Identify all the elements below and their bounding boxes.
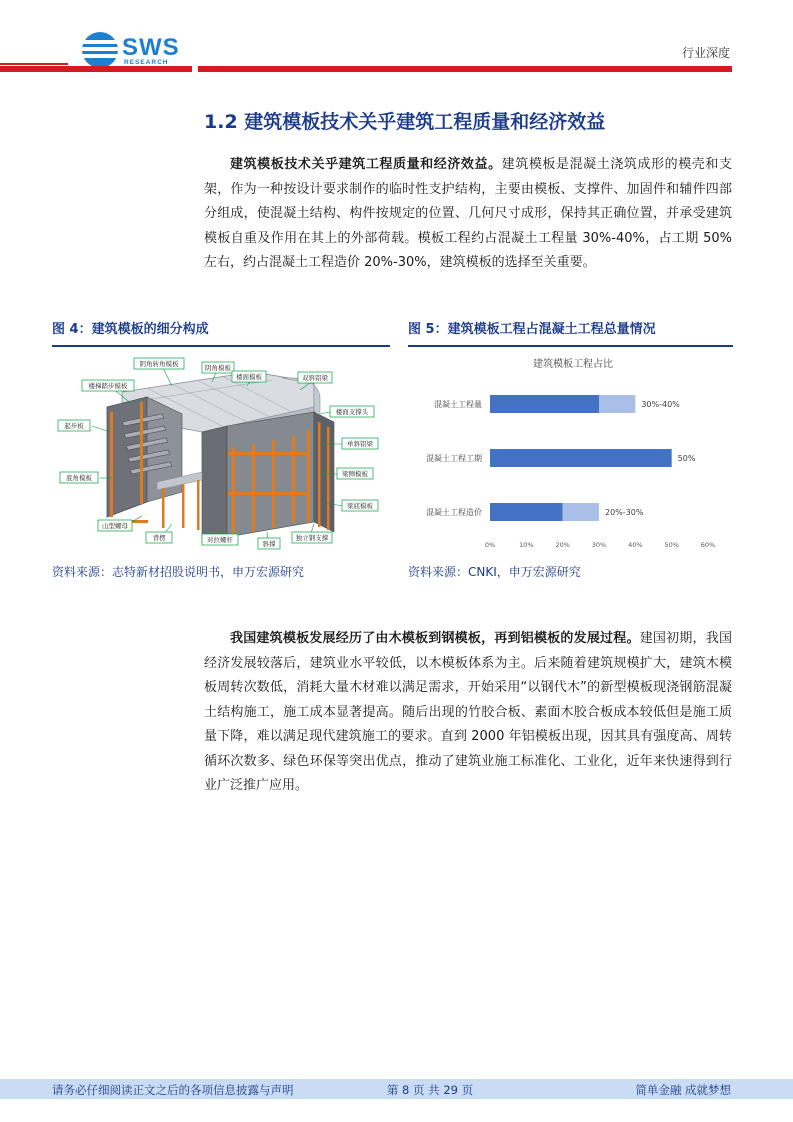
x-tick-label: 20% <box>555 541 570 549</box>
footer-slogan: 简单金融 成就梦想 <box>635 1083 731 1097</box>
figure-5-rule <box>408 345 733 347</box>
logo-subtext: RESEARCH <box>124 59 169 66</box>
formwork-diagram <box>52 352 390 552</box>
chart-title: 建筑模板工程占比 <box>533 359 613 370</box>
bar-segment <box>490 503 563 521</box>
x-tick-label: 10% <box>519 541 534 549</box>
data-label: 50% <box>677 454 696 463</box>
logo-globe-icon <box>82 32 118 68</box>
label-floor-form: 楼面模板 <box>236 373 262 381</box>
figure-4-illustration <box>52 352 390 552</box>
label-steel-prop: 独立钢支撑 <box>295 534 329 542</box>
page-footer <box>0 1079 793 1099</box>
bar-segment <box>490 449 672 467</box>
bar-segment <box>490 395 599 413</box>
logo-text: SWS <box>122 34 180 61</box>
label-inner-corner-turn: 阴角转角模板 <box>139 360 179 368</box>
figure-5-title: 图 5：建筑模板工程占混凝土工程总量情况 <box>408 322 656 337</box>
header-rule-thin <box>0 63 68 65</box>
figure-4-rule <box>52 345 390 347</box>
paragraph-2 <box>204 627 732 799</box>
label-bottom-corner: 底角模板 <box>66 474 92 482</box>
footer-page-number: 第 8 页 共 29 页 <box>386 1083 474 1097</box>
section-title: 1.2 建筑模板技术关乎建筑工程质量和经济效益 <box>204 111 606 133</box>
category-label: 混凝土工程造价 <box>426 508 482 517</box>
label-inner-corner: 阴角模板 <box>205 364 231 372</box>
paragraph-1-lead: 建筑模板技术关乎建筑工程质量和经济效益。 <box>230 157 502 172</box>
label-tie-rod: 对拉螺杆 <box>207 536 233 544</box>
paragraph-1-body: 建筑模板是混凝土浇筑成形的模壳和支架，作为一种按设计要求制作的临时性支护结构，主要由模板、支撑件、加固件和辅件四部分组成，使混凝土结构、构件按规定的位置、几何尺寸成形，保持其正确位置，并承受建筑模板自重及作用在其上的外部荷载。模板工程约占混凝土工程量 30%-40%，占工期 50%左右，约占混凝土工程造价 20%-30%，建筑模板的选择至关重要。 <box>204 157 732 270</box>
figure-4-source: 资料来源：志特新材招股说明书，申万宏源研究 <box>52 565 305 579</box>
label-back-rib: 背楞 <box>152 534 166 542</box>
data-label: 20%-30% <box>605 508 644 517</box>
bar-segment <box>599 395 635 413</box>
page-header <box>0 0 793 80</box>
footer-disclaimer: 请务必仔细阅读正文之后的各项信息披露与声明 <box>52 1083 294 1097</box>
label-beam-bottom: 梁底模板 <box>347 502 373 510</box>
label-floor-support-head: 楼面支撑头 <box>335 408 369 416</box>
bar-segment <box>563 503 599 521</box>
label-stair-step: 楼梯踏步模板 <box>88 382 128 390</box>
x-tick-label: 30% <box>591 541 607 549</box>
label-double-beam: 双斜铝梁 <box>302 374 328 382</box>
report-type-tag: 行业深度 <box>681 46 730 60</box>
bar-chart <box>408 352 733 552</box>
paragraph-2-body: 建国初期，我国经济发展较落后，建筑业水平较低，以木模板体系为主。后来随着建筑规模扩大，建筑木模板周转次数低，消耗大量木材难以满足需求，开始采用“以钢代木”的新型模板现浇钢筋混凝土结构施工，施工成本显著提高。随后出现的竹胶合板、素面木胶合板成本较低但是施工质量下降，难以满足现代建筑施工的要求。直到 2000 年铝模板出现，因其具有强度高、周转循环次数多、绿色环保等突出优点，推动了建筑业施工标准化、工业化，近年来快速得到行业广泛推广应用。 <box>204 631 732 793</box>
paragraph-1 <box>204 153 732 276</box>
category-label: 混凝土工程量 <box>434 400 482 409</box>
label-beam-side: 梁侧模板 <box>342 470 368 478</box>
figure-4-title: 图 4：建筑模板的细分构成 <box>52 322 209 337</box>
x-tick-label: 60% <box>700 541 716 549</box>
x-tick-label: 50% <box>664 541 679 549</box>
category-label: 混凝土工程工期 <box>426 454 482 463</box>
label-single-beam: 单斜铝梁 <box>347 440 373 448</box>
figure-5-source: 资料来源：CNKI，申万宏源研究 <box>408 565 581 579</box>
header-rule-right <box>198 66 732 72</box>
x-tick-label: 0% <box>484 541 496 549</box>
header-rule-left <box>0 66 192 72</box>
label-starter-board: 起步板 <box>64 422 84 430</box>
label-mountain-nut: 山型螺母 <box>102 522 128 530</box>
paragraph-2-lead: 我国建筑模板发展经历了由木模板到钢模板，再到铝模板的发展过程。 <box>230 631 640 646</box>
data-label: 30%-40% <box>641 400 680 409</box>
label-brace: 斜撑 <box>262 540 276 548</box>
x-tick-label: 40% <box>628 541 643 549</box>
figure-5-chart <box>408 352 733 552</box>
